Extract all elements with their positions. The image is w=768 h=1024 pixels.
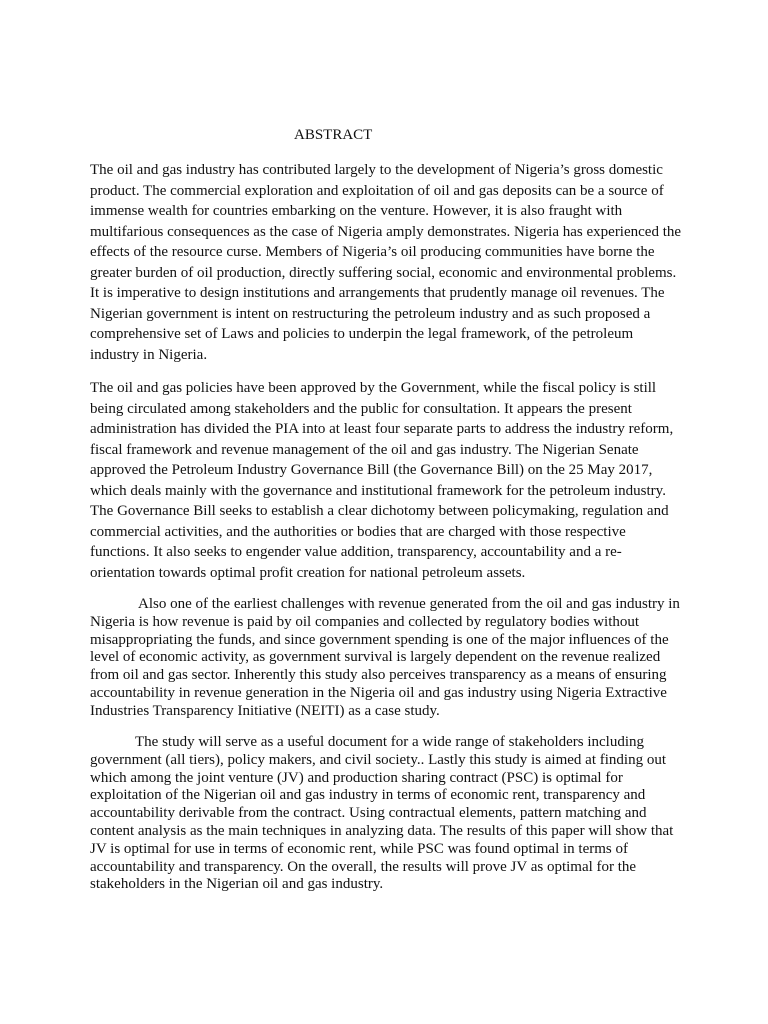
paragraph-2: The oil and gas policies have been approved by the Government, while the fiscal policy is still being circulated among stakeholders and the public for consultation. It appears the present administration has divided the PIA into at least four separate parts to address the industry reform, fiscal framework and revenue management of the oil and gas industry. The Nigerian Senate approved the Petroleum Industry Governance Bill (the Governance Bill) on the 25 May 2017, which deals mainly with the governance and institutional framework for the petroleum industry. The Governance Bill seeks to establish a clear dichotomy between policymaking, regulation and commercial activities, and the authorities or bodies that are charged with those respective functions. It also seeks to engender value addition, transparency, accountability and a re-orientation towards optimal profit creation for national petroleum assets. bbox=[90, 380, 674, 581]
paragraph-3: Also one of the earliest challenges with revenue generated from the oil and gas industry in Nigeria is how revenue is paid by oil companies and collected by regulatory bodies without misappropriating the funds, and since government spending is one of the major influences of the level of economic activity, as government survival is largely dependent on the revenue realized from oil and gas sector. Inherently this study also perceives transparency as a means of ensuring accountability in revenue generation in the Nigeria oil and gas industry using Nigeria Extractive Industries Transparency Initiative (NEITI) as a case study. bbox=[90, 596, 680, 719]
paragraph-1: The oil and gas industry has contributed largely to the development of Nigeria’s gross domestic product. The commercial exploration and exploitation of oil and gas deposits can be a source of immense wealth for countries embarking on the venture. However, it is also fraught with multifarious consequences as the case of Nigeria amply demonstrates. Nigeria has experienced the effects of the resource curse. Members of Nigeria’s oil producing communities have borne the greater burden of oil production, directly suffering social, economic and environmental problems. It is imperative to design institutions and arrangements that prudently manage oil revenues. The Nigerian government is intent on restructuring the petroleum industry and as such proposed a comprehensive set of Laws and policies to underpin the legal framework, of the petroleum industry in Nigeria. bbox=[90, 162, 682, 363]
abstract-heading: ABSTRACT bbox=[294, 127, 373, 143]
paragraph-4: The study will serve as a useful document for a wide range of stakeholders including government (all tiers), policy makers, and civil society.. Lastly this study is aimed at finding out which among the joint venture (JV) and production sharing contract (PSC) is optimal for exploitation of the Nigerian oil and gas industry in terms of economic rent, transparency and accountability derivable from the contract. Using contractual elements, pattern matching and content analysis as the main techniques in analyzing data. The results of this paper will show that JV is optimal for use in terms of economic rent, while PSC was found optimal in terms of accountability and transparency. On the overall, the results will prove JV as optimal for the stakeholders in the Nigerian oil and gas industry. bbox=[90, 734, 674, 893]
